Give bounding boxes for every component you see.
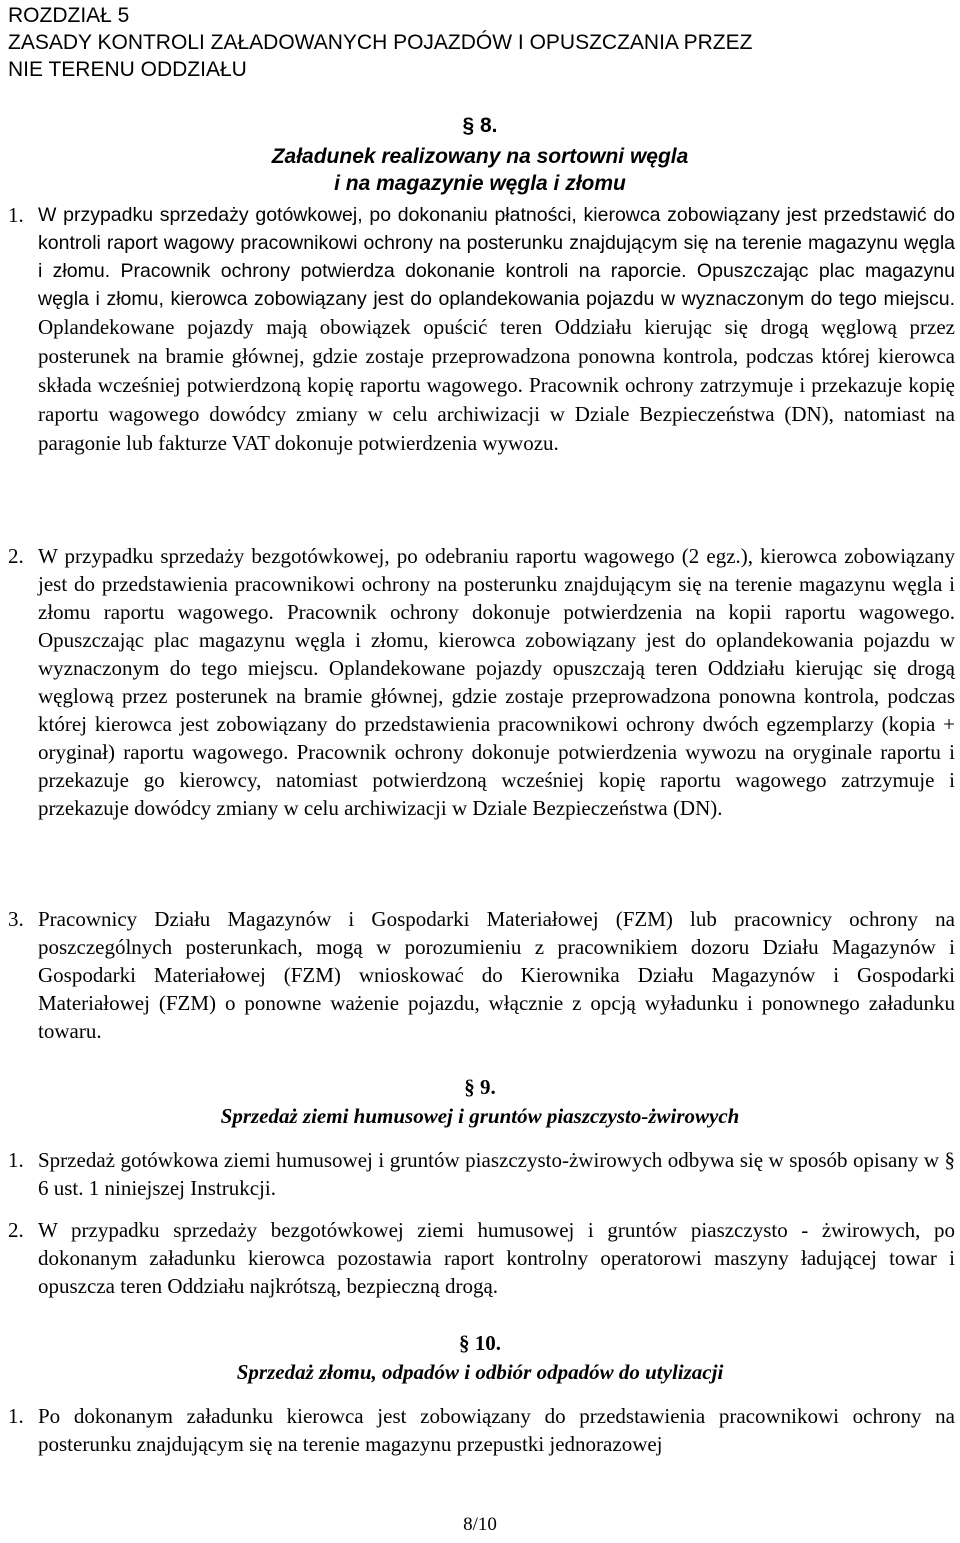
chapter-title-line-2: NIE TERENU ODDZIAŁU	[8, 58, 247, 81]
item-text	[38, 201, 955, 458]
chapter-label: ROZDZIAŁ 5	[8, 4, 130, 27]
item-number: 2.	[8, 1218, 24, 1242]
section-8-title-line-1: Załadunek realizowany na sortowni węgla	[271, 145, 689, 168]
page-number: 8/10	[463, 1514, 497, 1535]
item-number: 1.	[8, 1404, 24, 1428]
section-9-number: § 9.	[464, 1075, 496, 1099]
item-number: 3.	[8, 907, 24, 931]
section-10-number: § 10.	[459, 1331, 501, 1355]
section-8-title-line-2: i na magazynie węgla i złomu	[334, 172, 626, 195]
section-8-number: § 8.	[462, 114, 498, 137]
item-text: Sprzedaż gotówkowa ziemi humusowej i gruntów piaszczysto-żwirowych odbywa się w sposób opisany w § 6 ust. 1 niniejszej Instrukcji.	[38, 1148, 955, 1200]
item-number: 1.	[8, 1148, 24, 1172]
section-10-title: Sprzedaż złomu, odpadów i odbiór odpadów do utylizacji	[236, 1360, 724, 1384]
item-text-part-b: Oplandekowane pojazdy mają obowiązek opuścić teren Oddziału kierując się drogą węglową przez posterunek na bramie głównej, gdzie zostaje przeprowadzona ponowna kontrola, podczas której kierowca składa wcześniej potwierdzoną kopię raportu wagowego. Pracownik ochrony zatrzymuje i przekazuje kopię raportu wagowego dowódcy zmiany w celu archiwizacji w Dziale Bezpieczeństwa (DN), natomiast na paragonie lub fakturze VAT dokonuje potwierdzenia wywozu.	[38, 315, 955, 455]
section-9-title: Sprzedaż ziemi humusowej i gruntów piaszczysto-żwirowych	[220, 1104, 740, 1128]
item-number: 1.	[8, 203, 24, 227]
item-text: Po dokonanym załadunku kierowca jest zobowiązany do przedstawienia pracownikowi ochrony na posterunku znajdującym się na terenie magazynu przepustki jednorazowej	[38, 1404, 955, 1456]
item-text-part-a: W przypadku sprzedaży gotówkowej, po dokonaniu płatności, kierowca zobowiązany jest przedstawić do kontroli raport wagowy pracownikowi ochrony na posterunku znajdującym się na terenie magazynu węgla i złomu. Pracownik ochrony potwierdza dokonanie kontroli na raporcie. Opuszczając plac magazynu węgla i złomu, kierowca zobowiązany jest do oplandekowania pojazdu w wyznaczonym do tego miejscu.	[38, 204, 955, 310]
item-text: Pracownicy Działu Magazynów i Gospodarki Materiałowej (FZM) lub pracownicy ochrony na poszczególnych posterunkach, mogą w porozumieniu z pracownikiem dozoru Działu Magazynów i Gospodarki Materiałowej (FZM) wnioskować do Kierownika Działu Magazynów i Gospodarki Materiałowej (FZM) o ponowne ważenie pojazdu, włącznie z opcją wyładunku i ponownego załadunku towaru.	[38, 907, 955, 1043]
item-text: W przypadku sprzedaży bezgotówkowej, po odebraniu raportu wagowego (2 egz.), kierowca zobowiązany jest do przedstawienia pracownikowi ochrony na posterunku znajdującym się na terenie magazynu węgla i złomu raportu wagowego. Pracownik ochrony dokonuje potwierdzenia na kopii raportu wagowego. Opuszczając plac magazynu węgla i złomu, kierowca zobowiązany jest do oplandekowania pojazdu w wyznaczonym do tego miejscu. Oplandekowane pojazdy opuszczają teren Oddziału kierując się drogą węglową przez posterunek na bramie głównej, gdzie zostaje przeprowadzona ponowna kontrola, podczas której kierowca jest zobowiązany do przedstawienia pracownikowi ochrony dwóch egzemplarzy (kopia + oryginał) raportu wagowego. Pracownik ochrony dokonuje potwierdzenia wywozu na oryginale raportu i przekazuje go kierowcy, natomiast potwierdzoną wcześniej kopię raportu wagowego zatrzymuje i przekazuje dowódcy zmiany w celu archiwizacji w Dziale Bezpieczeństwa (DN).	[38, 544, 955, 820]
chapter-title-line-1: ZASADY KONTROLI ZAŁADOWANYCH POJAZDÓW I OPUSZCZANIA PRZEZ	[8, 31, 753, 54]
chapter-heading	[8, 2, 948, 83]
item-number: 2.	[8, 544, 24, 568]
item-text: W przypadku sprzedaży bezgotówkowej ziemi humusowej i gruntów piaszczysto - żwirowych, po dokonanym załadunku kierowca pozostawia raport kontrolny operatorowi maszyny ładującej towar i opuszcza teren Oddziału najkrótszą, bezpieczną drogą.	[38, 1218, 955, 1298]
